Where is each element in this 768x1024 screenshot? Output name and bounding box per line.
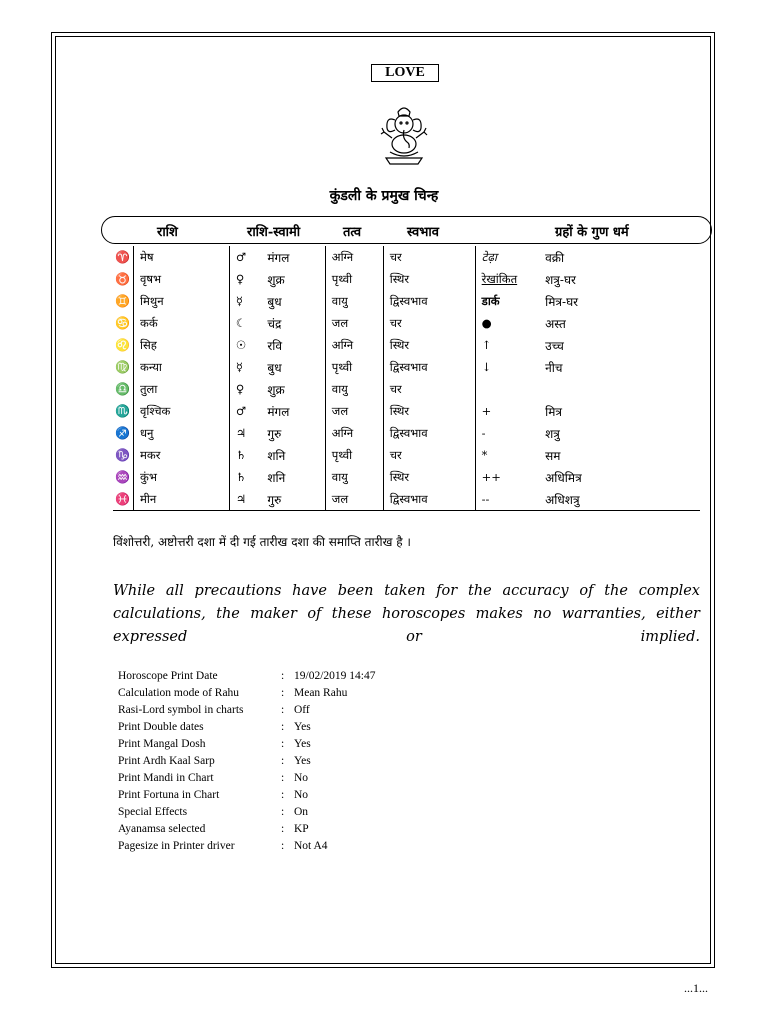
setting-value: No [294, 789, 309, 801]
settings-row [118, 821, 375, 838]
element-cell: पृथ्वी [325, 356, 383, 378]
zodiac-sign-icon: ♑ [115, 448, 130, 462]
property-meaning-cell: उच्च [545, 338, 564, 353]
planet-symbol-icon: ☿ [229, 356, 265, 378]
setting-value: No [294, 772, 309, 784]
element-cell: वायु [325, 466, 383, 488]
setting-separator: : [281, 823, 285, 835]
setting-value: On [294, 806, 309, 818]
settings-row [118, 736, 375, 753]
table-row [113, 246, 700, 268]
rashi-cell: मकर [133, 444, 229, 466]
setting-value: Yes [294, 738, 311, 750]
nature-cell: द्विस्वभाव [383, 356, 475, 378]
rashi-cell: मेष [133, 246, 229, 268]
rashi-lord-cell: मंगल [267, 250, 290, 265]
settings-row [118, 838, 375, 855]
setting-value: Yes [294, 755, 311, 767]
settings-row [118, 770, 375, 787]
settings-row [118, 668, 375, 685]
planet-symbol-icon: ☾ [229, 312, 265, 334]
setting-separator: : [281, 772, 285, 784]
setting-value: Yes [294, 721, 311, 733]
setting-label: Special Effects [118, 806, 188, 818]
setting-separator: : [281, 670, 285, 682]
table-row [113, 488, 700, 511]
nature-cell: द्विस्वभाव [383, 290, 475, 312]
element-cell: जल [325, 400, 383, 422]
property-symbol-cell: - [475, 422, 543, 444]
rashi-lord-cell: गुरु [267, 426, 282, 441]
rashi-lord-cell: रवि [267, 338, 283, 353]
planet-symbol-icon: ☿ [229, 290, 265, 312]
setting-value: KP [294, 823, 309, 835]
zodiac-sign-icon: ♏ [115, 404, 130, 418]
property-symbol-cell: * [475, 444, 543, 466]
rashi-cell: कन्या [133, 356, 229, 378]
planet-symbol-icon: ♂ [229, 246, 265, 268]
settings-row [118, 787, 375, 804]
ganesha-emblem-icon [376, 102, 432, 168]
rashi-cell: वृषभ [133, 268, 229, 290]
nature-cell: स्थिर [383, 268, 475, 290]
nature-cell: चर [383, 312, 475, 334]
table-row [113, 444, 700, 466]
rashi-lord-cell: शुक्र [267, 382, 285, 397]
rashi-cell: मीन [133, 488, 229, 511]
planet-symbol-icon: ♂ [229, 400, 265, 422]
setting-separator: : [281, 721, 285, 733]
element-cell: अग्नि [325, 334, 383, 356]
property-meaning-cell: वक्री [545, 250, 565, 265]
table-row [113, 422, 700, 444]
zodiac-sign-icon: ♍ [115, 360, 130, 374]
property-meaning-cell [543, 378, 700, 400]
property-meaning-cell: नीच [545, 360, 563, 375]
zodiac-sign-icon: ♓ [113, 488, 133, 511]
property-meaning-cell: अधिशत्रु [543, 488, 700, 511]
rashi-cell: कर्क [133, 312, 229, 334]
column-header-rashi-lord: राशि-स्वामी [247, 225, 301, 240]
element-cell: अग्नि [325, 422, 383, 444]
property-symbol-cell: डार्क [475, 290, 543, 312]
settings-row [118, 804, 375, 821]
element-cell: जल [325, 312, 383, 334]
rashi-cell: धनु [133, 422, 229, 444]
zodiac-sign-icon: ♈ [115, 250, 130, 264]
setting-label: Calculation mode of Rahu [118, 687, 240, 699]
column-header-rashi: राशि [157, 225, 178, 240]
table-row [113, 290, 700, 312]
setting-separator: : [281, 789, 285, 801]
planet-symbol-icon: ♃ [229, 422, 265, 444]
zodiac-sign-icon: ♊ [115, 294, 130, 308]
nature-cell: द्विस्वभाव [383, 488, 475, 511]
planet-symbol-icon: ☉ [229, 334, 265, 356]
rashi-lord-cell: बुध [267, 360, 282, 375]
nature-cell: स्थिर [383, 466, 475, 488]
property-symbol-cell: + [475, 400, 543, 422]
page-title: कुंडली के प्रमुख चिन्ह [329, 188, 439, 204]
element-cell: पृथ्वी [325, 268, 383, 290]
setting-label: Pagesize in Printer driver [118, 840, 235, 852]
setting-label: Rasi-Lord symbol in charts [118, 704, 244, 716]
rashi-lord-cell: शनि [267, 448, 286, 463]
nature-cell: चर [383, 444, 475, 466]
setting-separator: : [281, 755, 285, 767]
column-header-planet-properties: ग्रहों के गुण धर्म [555, 225, 629, 240]
setting-value: Mean Rahu [294, 687, 348, 699]
nature-cell: चर [383, 378, 475, 400]
property-symbol-cell: ↑ [475, 334, 543, 356]
setting-value: 19/02/2019 14:47 [294, 670, 376, 682]
setting-value: Not A4 [294, 840, 328, 852]
property-symbol-cell [475, 378, 543, 400]
property-meaning-cell: मित्र [545, 404, 563, 419]
rashi-lord-cell: गुरु [265, 488, 325, 511]
property-meaning-cell: शत्रु [545, 426, 560, 441]
element-cell: अग्नि [325, 246, 383, 268]
dasha-note: विंशोत्तरी, अष्टोत्तरी दशा में दी गई तारीख दशा की समाप्ति तारीख है । [113, 535, 411, 549]
settings-row [118, 685, 375, 702]
property-meaning-cell: अस्त [545, 316, 566, 331]
setting-label: Print Fortuna in Chart [118, 789, 220, 801]
setting-label: Ayanamsa selected [118, 823, 206, 835]
page-number: ...1... [684, 981, 708, 995]
heading-box: LOVE [371, 64, 439, 82]
property-symbol-cell: ● [475, 312, 543, 334]
rashi-cell: मिथुन [133, 290, 229, 312]
zodiac-sign-icon: ♋ [115, 316, 130, 330]
setting-separator: : [281, 806, 285, 818]
setting-separator: : [281, 704, 285, 716]
element-cell: जल [325, 488, 383, 511]
rashi-cell: सिह [133, 334, 229, 356]
table-row [113, 334, 700, 356]
table-row [113, 400, 700, 422]
table-row [113, 356, 700, 378]
settings-row [118, 702, 375, 719]
planet-symbol-icon: ♀ [229, 268, 265, 290]
table-row [113, 268, 700, 290]
nature-cell: स्थिर [383, 334, 475, 356]
symbols-table [113, 246, 700, 511]
setting-separator: : [281, 738, 285, 750]
zodiac-sign-icon: ♌ [115, 338, 130, 352]
setting-label: Print Mandi in Chart [118, 772, 214, 784]
property-symbol-cell: टेढ़ा [475, 246, 543, 268]
zodiac-sign-icon: ♉ [115, 272, 130, 286]
zodiac-sign-icon: ♒ [115, 470, 130, 484]
property-symbol-cell: ++ [475, 466, 543, 488]
rashi-cell: कुंभ [133, 466, 229, 488]
nature-cell: द्विस्वभाव [383, 422, 475, 444]
zodiac-sign-icon: ♎ [115, 382, 130, 396]
setting-separator: : [281, 687, 285, 699]
setting-label: Print Double dates [118, 721, 204, 733]
settings-row [118, 719, 375, 736]
column-header-swabhav: स्वभाव [407, 225, 440, 240]
setting-label: Horoscope Print Date [118, 670, 218, 682]
planet-symbol-icon: ♀ [229, 378, 265, 400]
property-symbol-cell: -- [475, 488, 543, 511]
table-row [113, 312, 700, 334]
element-cell: वायु [325, 290, 383, 312]
rashi-cell: वृश्चिक [133, 400, 229, 422]
property-meaning-cell: अधिमित्र [545, 470, 582, 485]
planet-symbol-icon: ♄ [229, 444, 265, 466]
rashi-lord-cell: शुक्र [267, 272, 285, 287]
table-row [113, 378, 700, 400]
rashi-lord-cell: चंद्र [267, 316, 282, 331]
rashi-lord-cell: शनि [267, 470, 286, 485]
rashi-lord-cell: मंगल [267, 404, 290, 419]
planet-symbol-icon: ♃ [229, 488, 265, 511]
setting-label: Print Mangal Dosh [118, 738, 206, 750]
rashi-cell: तुला [133, 378, 229, 400]
setting-value: Off [294, 704, 310, 716]
nature-cell: चर [383, 246, 475, 268]
element-cell: पृथ्वी [325, 444, 383, 466]
element-cell: वायु [325, 378, 383, 400]
table-row [113, 466, 700, 488]
setting-separator: : [281, 840, 285, 852]
property-symbol-cell: रेखांकित [475, 268, 543, 290]
property-meaning-cell: मित्र-घर [545, 294, 579, 309]
rashi-lord-cell: बुध [267, 294, 282, 309]
disclaimer-text: While all precautions have been taken for the accuracy of the complex calculations, the maker of these horoscopes makes no warranties, either expressed or implied. [113, 583, 700, 645]
property-meaning-cell: शत्रु-घर [545, 272, 576, 287]
planet-symbol-icon: ♄ [229, 466, 265, 488]
print-settings-list [118, 668, 375, 855]
nature-cell: स्थिर [383, 400, 475, 422]
property-symbol-cell: ↓ [475, 356, 543, 378]
settings-row [118, 753, 375, 770]
column-header-tatva: तत्व [343, 225, 362, 240]
setting-label: Print Ardh Kaal Sarp [118, 755, 215, 767]
property-meaning-cell: सम [545, 448, 561, 463]
zodiac-sign-icon: ♐ [115, 426, 130, 440]
